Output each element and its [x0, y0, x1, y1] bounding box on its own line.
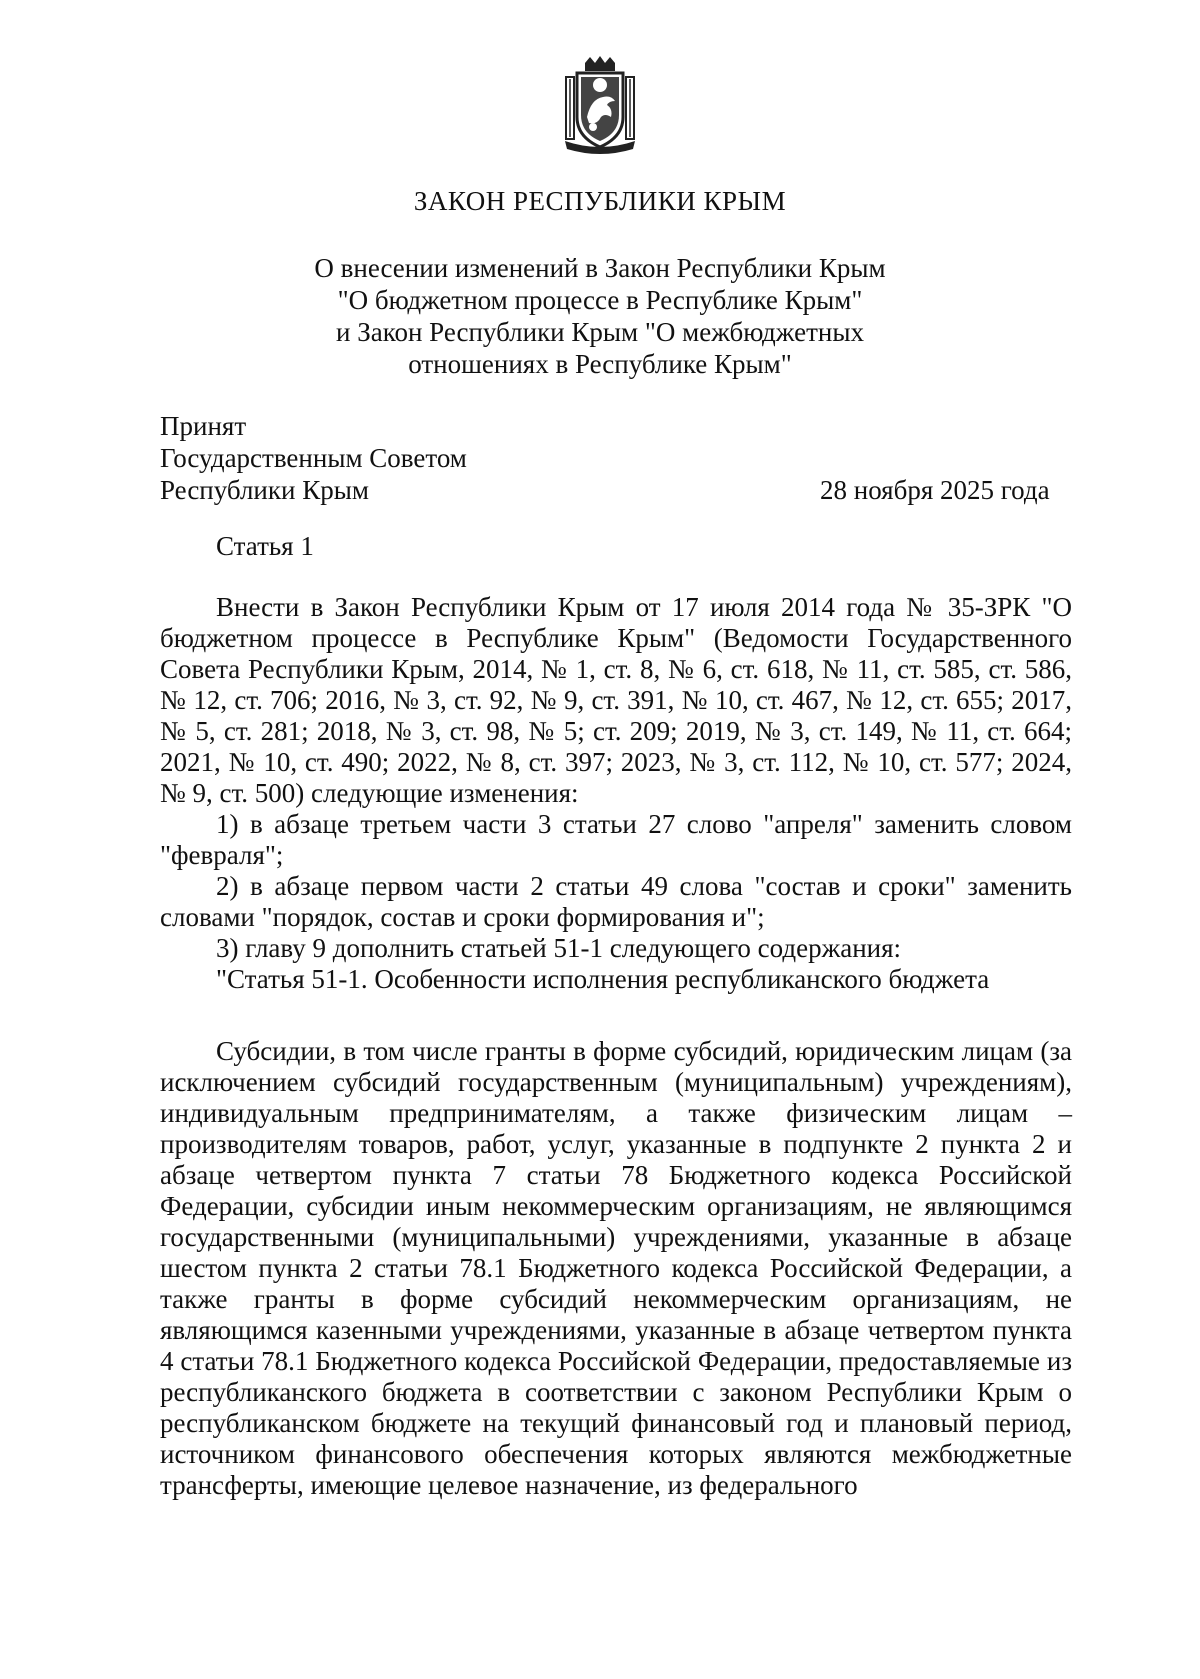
adoption-line: Государственным Советом: [160, 443, 467, 473]
article-heading: Статья 1: [216, 531, 314, 561]
amendment-item: 1) в абзаце третьем части 3 статьи 27 слово "апреля" заменить словом "февраля";: [160, 809, 1072, 870]
amendment-item: 3) главу 9 дополнить статьей 51-1 следующего содержания:: [216, 933, 902, 963]
article-body: [160, 592, 1072, 995]
subtitle-line: и Закон Республики Крым "О межбюджетных: [336, 317, 864, 347]
article-intro-paragraph: Внести в Закон Республики Крым от 17 июля 2014 года № 35-ЗРК "О бюджетном процессе в Республике Крым" (Ведомости Государственного Совета Республики Крым, 2014, № 1, ст. 8, № 6, ст. 618, № 11, ст. 585, ст. 586, № 12, ст. 706; 2016, № 3, ст. 92, № 9, ст. 391, № 10, ст. 467, № 12, ст. 655; 2017, № 5, ст. 281; 2018, № 3, ст. 98, № 5; ст. 209; 2019, № 3, ст. 149, № 11, ст. 664; 2021, № 10, ст. 490; 2022, № 8, ст. 397; 2023, № 3, ст. 112, № 10, ст. 577; 2024, № 9, ст. 500) следующие изменения:: [160, 592, 1072, 808]
subtitle-line: отношениях в Республике Крым": [408, 349, 792, 379]
adoption-block: [160, 410, 467, 506]
subsidies-paragraph: Субсидии, в том числе гранты в форме субсидий, юридическим лицам (за исключением субсидий государственным (муниципальным) учреждениям), индивидуальным предпринимателям, а также физическим лицам – производителям товаров, работ, услуг, указанные в подпункте 2 пункта 2 и абзаце четвертом пункта 7 статьи 78 Бюджетного кодекса Российской Федерации, субсидии иным некоммерческим организациям, не являющимся государственными (муниципальными) учреждениями, указанные в абзаце шестом пункта 2 статьи 78.1 Бюджетного кодекса Российской Федерации, а также гранты в форме субсидий некоммерческим организациям, не являющимся казенными учреждениями, указанные в абзаце четвертом пункта 4 статьи 78.1 Бюджетного кодекса Российской Федерации, предоставляемые из республиканского бюджета в соответствии с законом Республики Крым о республиканском бюджете на текущий финансовый год и плановый период, источником финансового обеспечения которых являются межбюджетные трансферты, имеющие целевое назначение, из федерального: [160, 1036, 1072, 1500]
amendment-item: "Статья 51-1. Особенности исполнения республиканского бюджета: [216, 964, 990, 994]
adoption-line: Принят: [160, 411, 247, 441]
amendment-item: 2) в абзаце первом части 2 статьи 49 слова "состав и сроки" заменить словами "порядок, состав и сроки формирования и";: [160, 871, 1072, 932]
adoption-date: 28 ноября 2025 года: [820, 475, 1050, 505]
subsidies-section: [160, 1036, 1072, 1501]
law-title: ЗАКОН РЕСПУБЛИКИ КРЫМ: [413, 186, 787, 216]
law-subtitle: [0, 252, 1200, 380]
adoption-line: Республики Крым: [160, 475, 369, 505]
subtitle-line: О внесении изменений в Закон Республики Крым: [314, 253, 886, 283]
subtitle-line: "О бюджетном процессе в Республике Крым": [337, 285, 863, 315]
coat-of-arms-icon: [563, 55, 637, 155]
